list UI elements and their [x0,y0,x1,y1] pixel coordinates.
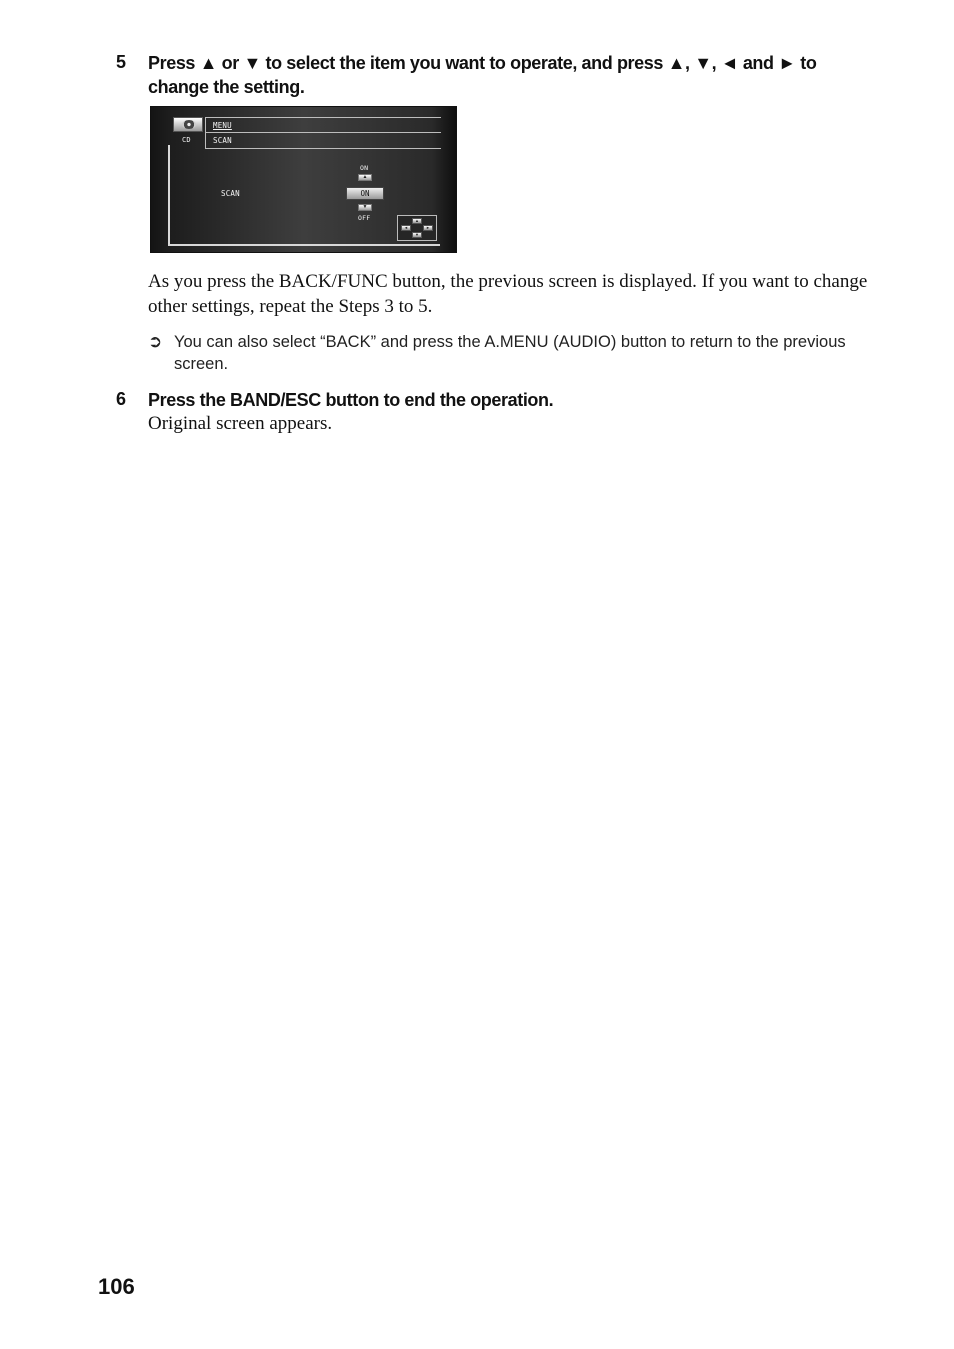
up-arrow-icon: ▲ [412,218,422,224]
page-number: 106 [98,1274,135,1299]
body-paragraph: As you press the BACK/FUNC button, the previous screen is displayed. If you want to change other settings, repeat the Steps 3 to 5. [148,271,868,317]
submenu-label: SCAN [213,136,232,145]
down-arrow-icon: ▼ [358,204,372,211]
disc-icon [173,117,203,132]
device-screen-image [150,106,457,253]
up-arrow-icon: ▲ [358,174,372,181]
step-6-body: Original screen appears. [148,413,333,434]
right-arrow-icon: ► [423,225,433,231]
option-selected: ON [346,187,384,200]
step-6-heading: Press the BAND/ESC button to end the operation. [148,390,554,410]
dpad-icon [397,215,437,241]
step-6-number: 6 [116,389,126,409]
source-label: CD [182,136,191,144]
note [148,331,858,375]
step-5-heading: Press ▲ or ▼ to select the item you want to operate, and press ▲, ▼, ◄ and ► to change the setting. [148,53,817,97]
step-5-number: 5 [116,52,126,72]
menu-label: MENU [213,121,232,130]
down-arrow-icon: ▼ [412,232,422,238]
option-on-label: ON [360,164,369,172]
left-arrow-icon: ◄ [401,225,411,231]
note-text: You can also select “BACK” and press the A.MENU (AUDIO) button to return to the previous screen. [174,333,846,373]
scan-item-label: SCAN [221,189,240,198]
arrow-hook-icon: ➲ [148,332,163,351]
screen-header [205,117,441,149]
option-off-label: OFF [358,214,371,222]
